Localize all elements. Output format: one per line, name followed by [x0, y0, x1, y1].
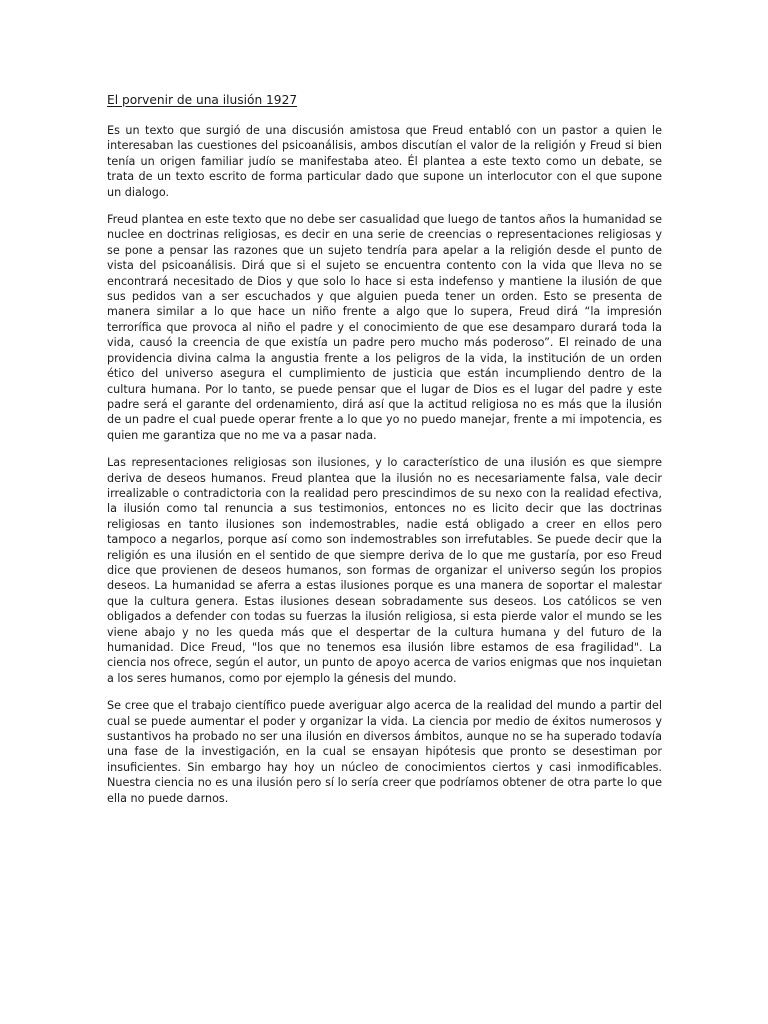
paragraph-4: Se cree que el trabajo científico puede averiguar algo acerca de la realidad del mundo a partir del cual se puede aumentar el poder y organizar la vida. La ciencia por medio de éxitos numerosos y sustantivos ha probado no ser una ilusión en diversos ámbitos, aunque no se ha superado todavía una fase de la investigación, en la cual se ensayan hipótesis que pronto se desestiman por insuficientes. Sin embargo hay hoy un núcleo de conocimientos ciertos y casi inmodificables. Nuestra ciencia no es una ilusión pero sí lo sería creer que podríamos obtener de otra parte lo que ella no puede darnos. — [107, 699, 662, 805]
page-title: El porvenir de una ilusión 1927 — [107, 93, 298, 107]
paragraph-3: Las representaciones religiosas son ilusiones, y lo característico de una ilusión es que siempre deriva de deseos humanos. Freud plantea que la ilusión no es necesariamente falsa, vale decir irrealizable o contradictoria con la realidad pero prescindimos de su nexo con la realidad efectiva, la ilusión como tal renuncia a sus testimonios, entonces no es licito decir que las doctrinas religiosas en tanto ilusiones son indemostrables, nadie está obligado a creer en ellos pero tampoco a negarlos, porque así como son indemostrables son irrefutables. Se puede decir que la religión es una ilusión en el sentido de que siempre deriva de lo que me gustaría, por eso Freud dice que provienen de deseos humanos, son formas de organizar el universo según los propios deseos. La humanidad se aferra a estas ilusiones porque es una manera de soportar el malestar que la cultura genera. Estas ilusiones desean sobradamente sus deseos. Los católicos se ven obligados a defender con todas su fuerzas la ilusión religiosa, si esta pierde valor el mundo se les viene abajo y no les queda más que el despertar de la cultura humana y del futuro de la humanidad. Dice Freud, "los que no tenemos esa ilusión libre estamos de esa fragilidad". La ciencia nos ofrece, según el autor, un punto de apoyo acerca de varios enigmas que nos inquietan a los seres humanos, como por ejemplo la génesis del mundo. — [107, 456, 662, 685]
document-body — [107, 92, 662, 818]
paragraph-1: Es un texto que surgió de una discusión amistosa que Freud entabló con un pastor a quien le interesaban las cuestiones del psicoanálisis, ambos discutían el valor de la religión y Freud si bien tenía un origen familiar judío se manifestaba ateo. Él plantea a este texto como un debate, se trata de un texto escrito de forma particular dado que supone un interlocutor con el que supone un dialogo. — [107, 124, 662, 199]
paragraph-2: Freud plantea en este texto que no debe ser casualidad que luego de tantos años la humanidad se nuclee en doctrinas religiosas, es decir en una serie de creencias o representaciones religiosas y se pone a pensar las razones que un sujeto tendría para apelar a la religión desde el punto de vista del psicoanálisis. Dirá que si el sujeto se encuentra contento con la vida que lleva no se encontrará necesitado de Dios y que solo lo hace si esta indefenso y mantiene la ilusión de que sus pedidos van a ser escuchados y que alguien pueda tener un orden. Esto se presenta de manera similar a lo que hace un niño frente a algo que lo supera, Freud dirá “la impresión terrorífica que provoca al niño el padre y el conocimiento de que ese desamparo durará toda la vida, causó la creencia de que existía un padre pero mucho más poderoso”. El reinado de una providencia divina calma la angustia frente a los peligros de la vida, la institución de un orden ético del universo asegura el cumplimiento de justicia que están incumpliendo dentro de la cultura humana. Por lo tanto, se puede pensar que el lugar de Dios es el lugar del padre y este padre será el garante del ordenamiento, dirá así que la actitud religiosa no es más que la ilusión de un padre el cual puede operar frente a lo que yo no puedo manejar, frente a mi impotencia, es quien me garantiza que no me va a pasar nada. — [107, 213, 662, 442]
